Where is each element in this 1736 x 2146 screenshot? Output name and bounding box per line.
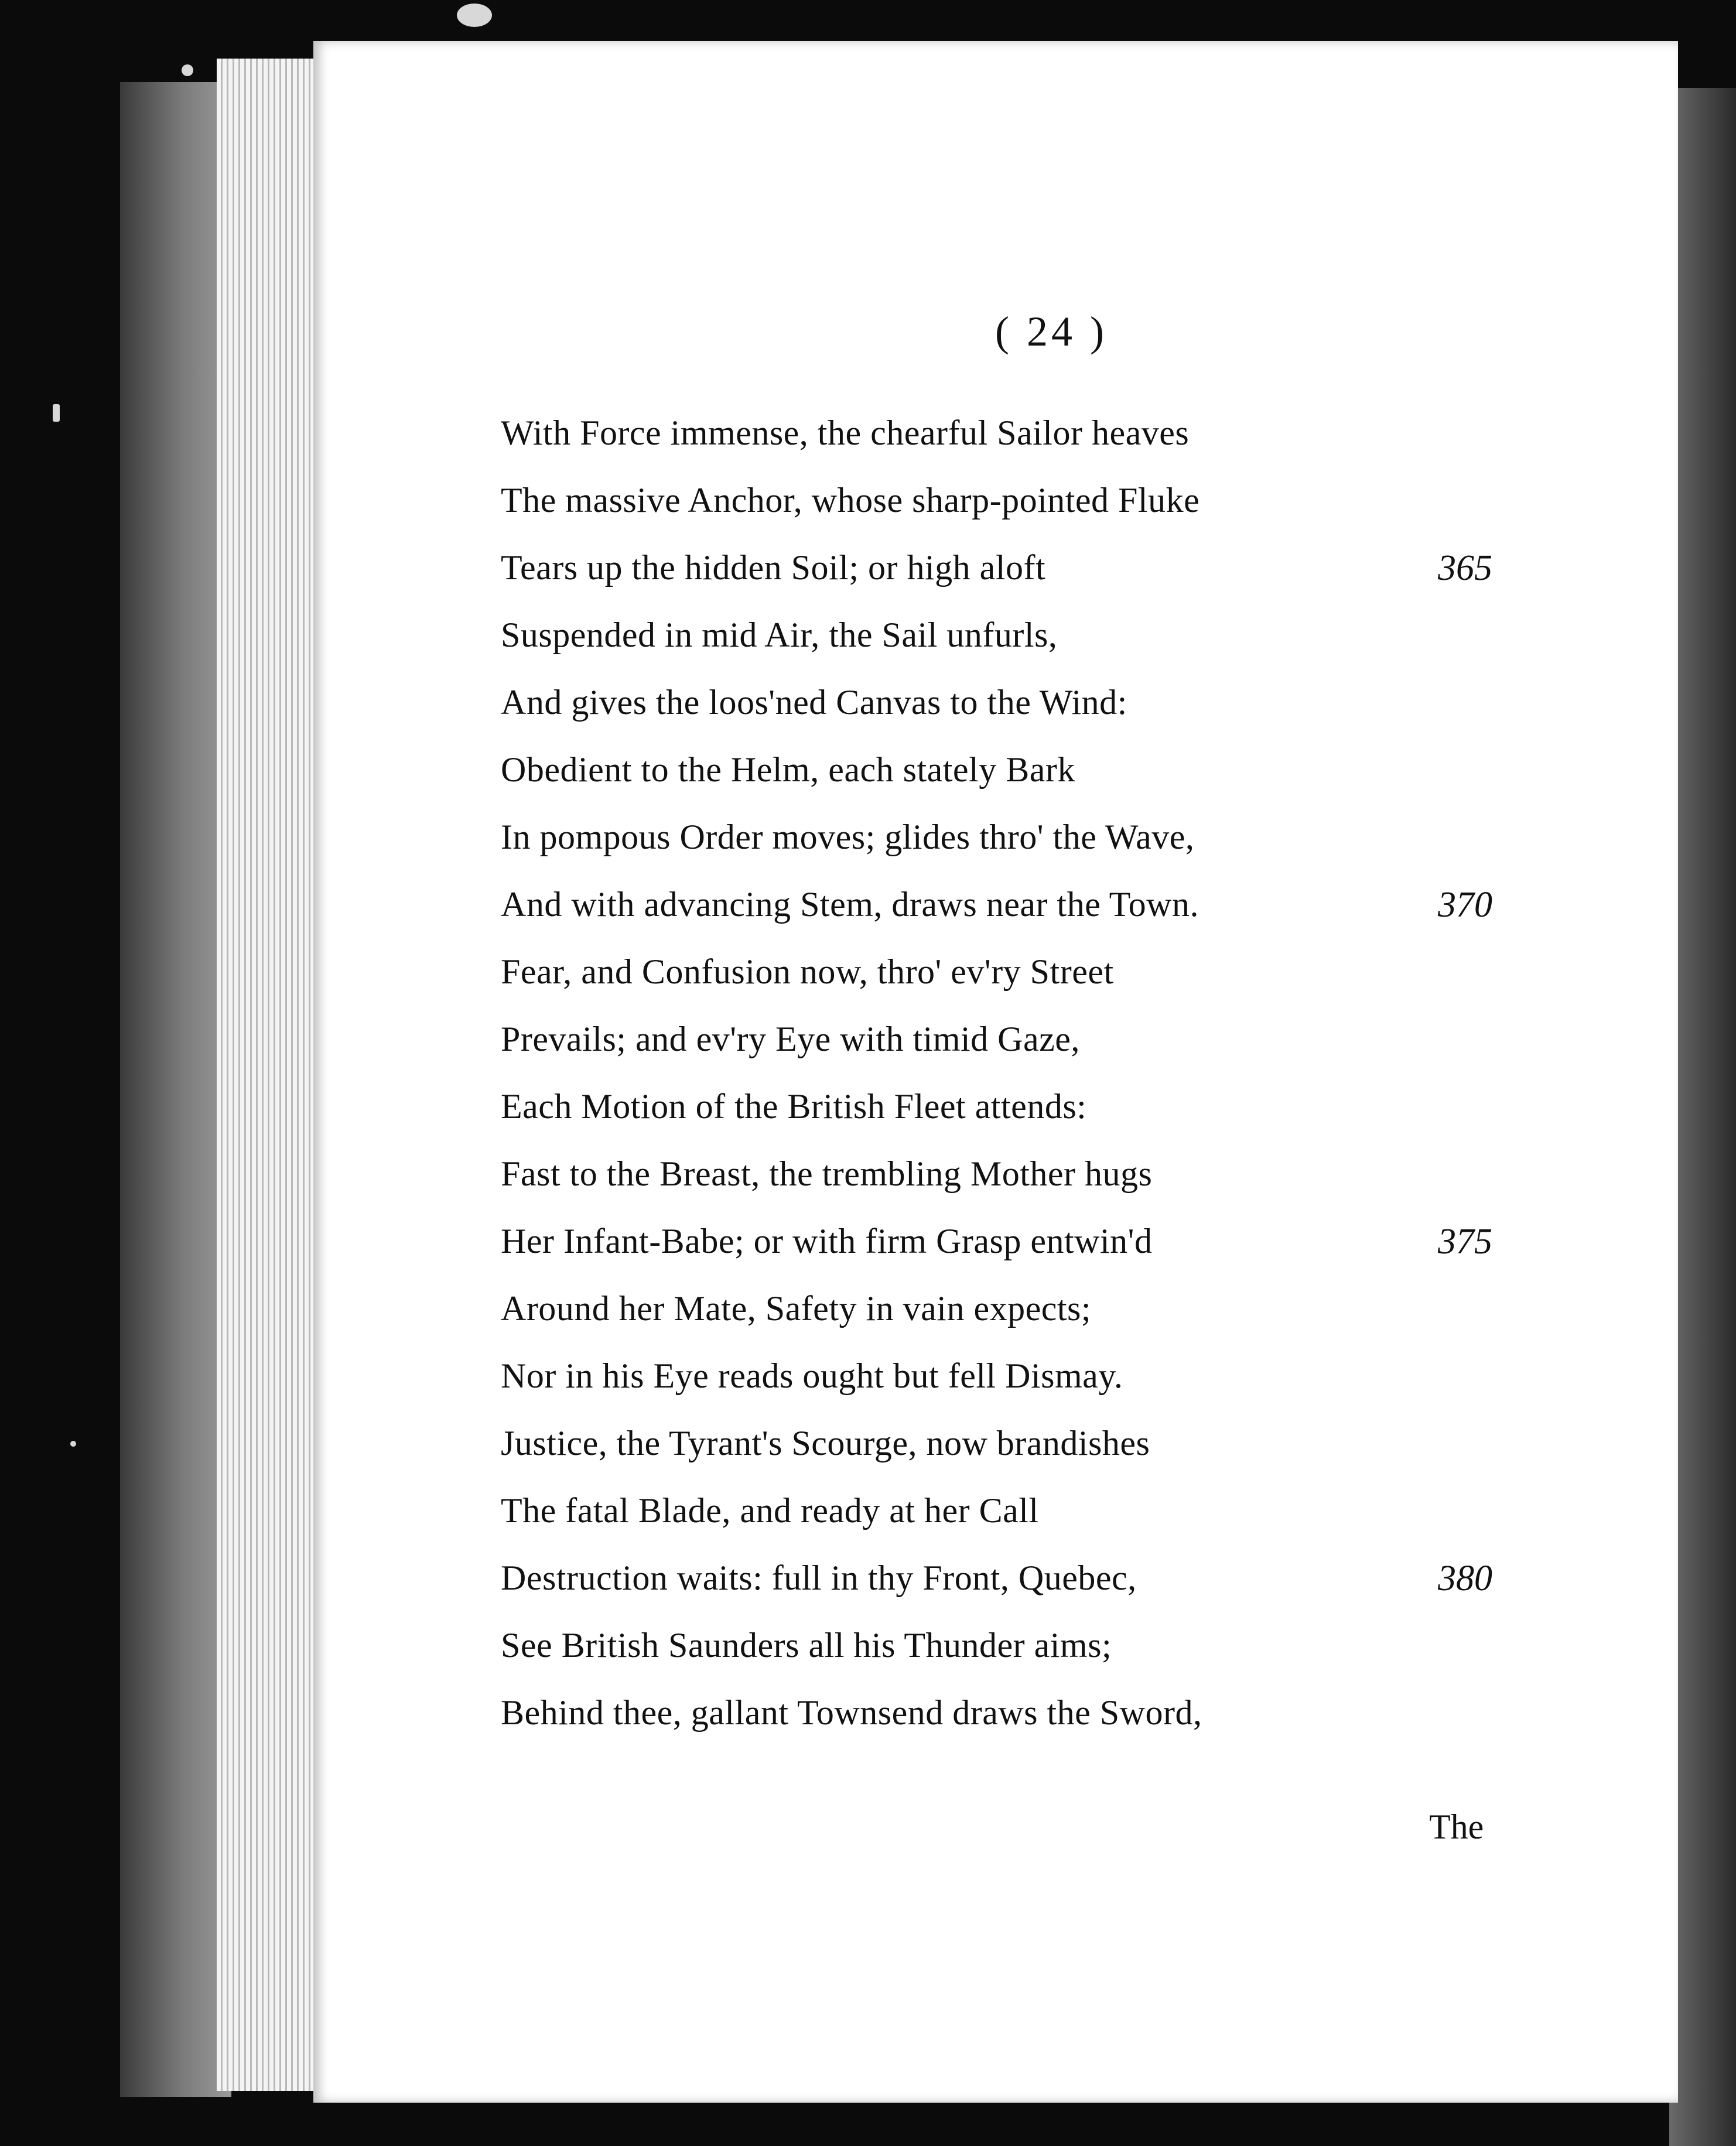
- verse-line: The massive Anchor, whose sharp-pointed Fluke: [501, 481, 1200, 520]
- scan-speck: [182, 64, 193, 76]
- page-number: ( 24 ): [995, 308, 1108, 355]
- verse-line: And gives the loos'ned Canvas to the Wind:: [501, 683, 1127, 722]
- line-number: 370: [1438, 885, 1492, 925]
- verse-line: Around her Mate, Safety in vain expects;: [501, 1289, 1092, 1328]
- verse-line: Behind thee, gallant Townsend draws the Sword,: [501, 1693, 1202, 1732]
- right-page-edge: [1669, 88, 1736, 2146]
- line-number: 380: [1438, 1559, 1492, 1598]
- scan-speck: [70, 1441, 76, 1447]
- verse-line: Suspended in mid Air, the Sail unfurls,: [501, 616, 1058, 654]
- verse-line: Justice, the Tyrant's Scourge, now brandishes: [501, 1424, 1150, 1462]
- verse-line: Her Infant-Babe; or with firm Grasp entwin'd: [501, 1222, 1153, 1260]
- verse-line: With Force immense, the chearful Sailor heaves: [501, 414, 1190, 452]
- line-number: 375: [1438, 1222, 1492, 1262]
- catchword: The: [1429, 1807, 1484, 1846]
- line-number: 365: [1438, 548, 1492, 588]
- verse-line: Destruction waits: full in thy Front, Quebec,: [501, 1559, 1137, 1597]
- verse-line: Prevails; and ev'ry Eye with timid Gaze,: [501, 1020, 1080, 1058]
- scan-speck: [457, 4, 492, 27]
- page-edges: [217, 59, 316, 2091]
- verse-line: And with advancing Stem, draws near the Town.: [501, 885, 1199, 924]
- verse-line: In pompous Order moves; glides thro' the Wave,: [501, 818, 1195, 856]
- verse-line: Fast to the Breast, the trembling Mother hugs: [501, 1154, 1153, 1193]
- verse-line: Obedient to the Helm, each stately Bark: [501, 750, 1075, 789]
- book-spine-shadow: [120, 82, 231, 2097]
- verse-line: Each Motion of the British Fleet attends:: [501, 1087, 1087, 1126]
- scan-speck: [53, 404, 60, 422]
- verse-line: See British Saunders all his Thunder aims;: [501, 1626, 1112, 1665]
- verse-line: The fatal Blade, and ready at her Call: [501, 1491, 1039, 1530]
- verse-line: Tears up the hidden Soil; or high aloft: [501, 548, 1046, 587]
- verse-line: Nor in his Eye reads ought but fell Dismay.: [501, 1356, 1123, 1395]
- book-page: [313, 41, 1678, 2103]
- verse-line: Fear, and Confusion now, thro' ev'ry Street: [501, 952, 1114, 991]
